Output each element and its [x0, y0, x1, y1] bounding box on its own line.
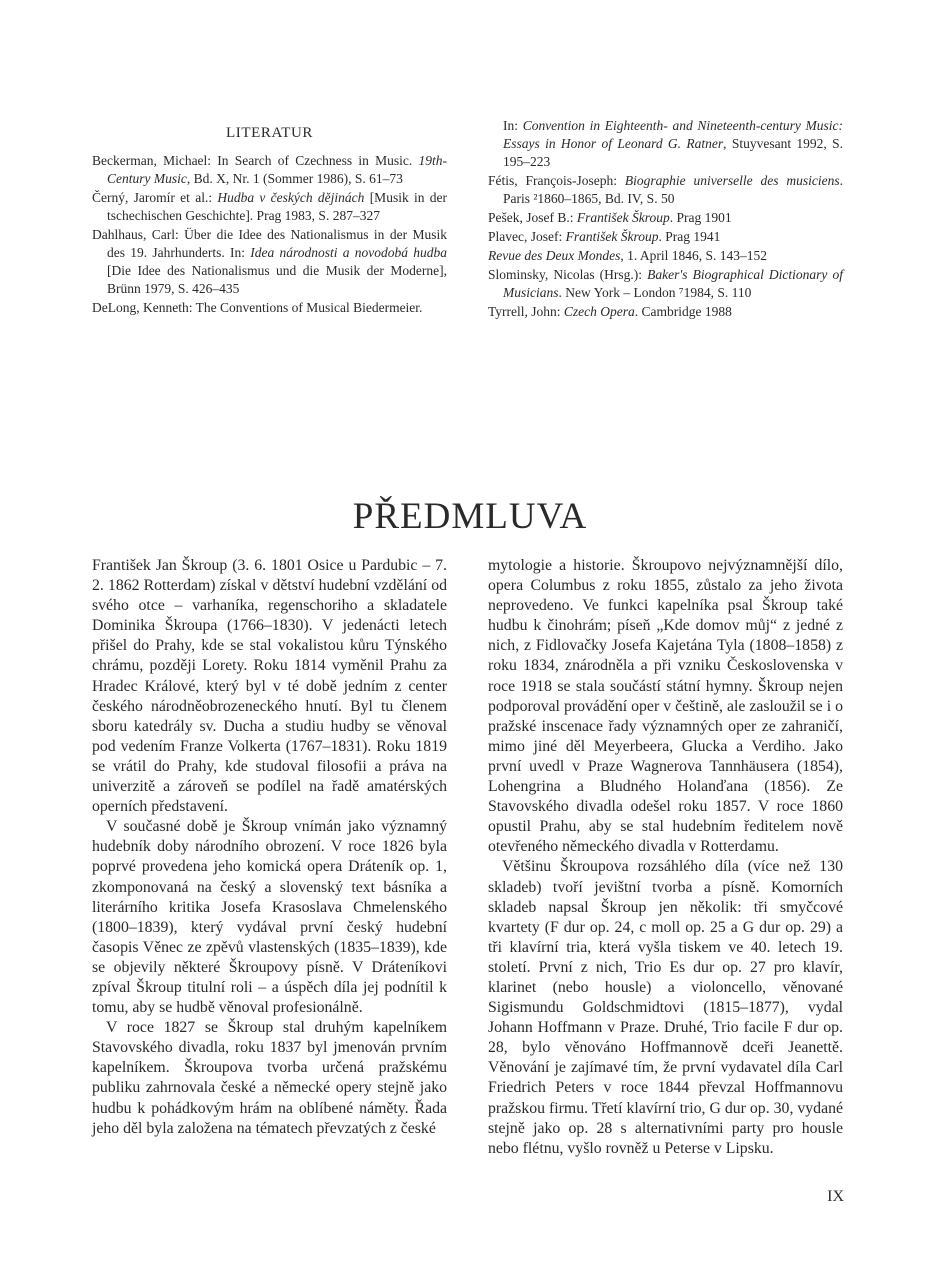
- bibliography-entry: Fétis, François-Joseph: Biographie universelle des musiciens. Paris ²1860–1865, Bd. IV, S. 50: [488, 173, 843, 206]
- bibliography-entry: Pešek, Josef B.: František Škroup. Prag 1901: [488, 210, 732, 225]
- bibliography-entry: In: Convention in Eighteenth- and Nineteenth-century Music: Essays in Honor of Leonard G. Ratner, Stuyvesant 1992, S. 195–223: [503, 118, 844, 169]
- page-number: IX: [827, 1188, 844, 1205]
- literature-column-left: [92, 152, 447, 318]
- bibliography-entry: Černý, Jaromír et al.: Hudba v českých dějinách [Musik in der tschechischen Geschichte]. Prag 1983, S. 287–327: [92, 190, 447, 223]
- body-paragraph: mytologie a historie. Škroupovo nejvýznamnější dílo, opera Columbus z roku 1855, zůstalo za jeho života neprovedeno. Ve funkci kapelníka psal Škroup také hudbu k činohrám; píseň „Kde domov můj“ z jedné z nich, z Fidlovačky Josefa Kajetána Tyla (1808–1858) z roku 1834, znárodněla a při vzniku Československa v roce 1918 se stala součástí státní hymny. Škroup nejen podporoval provádění oper v češtině, ale zasloužil se i o pražské inscenace řady významných oper ze zahraničí, mimo jiné děl Meyerbeera, Glucka a Verdiho. Jako první uvedl v Praze Wagnerova Tannhäusera (1854), Lohengrina a Bludného Holanďana (1856). Ze Stavovského divadla odešel roku 1857. V roce 1860 opustil Prahu, aby se stal hudebním ředitelem nově otevřeného německého divadla v Rotterdamu.: [488, 557, 843, 856]
- bibliography-entry: Revue des Deux Mondes, 1. April 1846, S. 143–152: [488, 248, 767, 263]
- preface-column-right: [488, 556, 843, 1159]
- bibliography-entry: Tyrrell, John: Czech Opera. Cambridge 1988: [488, 304, 732, 319]
- body-paragraph: František Jan Škroup (3. 6. 1801 Osice u Pardubic – 7. 2. 1862 Rotterdam) získal v dětství hudební vzdělání od svého otce – varhaníka, regenschoriho a skladatele Dominika Škroupa (1766–1830). V jedenácti letech přišel do Prahy, kde se stal vokalistou kůru Týnského chrámu, později Lorety. Roku 1814 vyměnil Prahu za Hradec Králové, který byl v té době jedním z center českého národněobrozeneckého hnutí. Byl tu členem sboru katedrály sv. Ducha a studiu hudby se věnoval pod vedením Franze Volkerta (1767–1831). Roku 1819 se vrátil do Prahy, kde studoval filosofii a práva na univerzitě a zároveň se podílel na řadě amatérských operních představení.: [92, 557, 447, 816]
- body-paragraph: V současné době je Škroup vnímán jako významný hudebník doby národního obrození. V roce 1826 byla poprvé provedena jeho komická opera Dráteník op. 1, zkomponovaná na český a slovenský text básníka a literárního kritika Josefa Krasoslava Chmelenského (1800–1839), který vydával první český hudební časopis Věnec ze zpěvů vlastenských (1835–1839), kde se objevily některé Škroupovy písně. V Dráteníkovi zpíval Škroup titulní roli – a úspěch díla jej podnítil k tomu, aby se hudbě věnoval profesionálně.: [92, 818, 447, 1017]
- body-paragraph: Většinu Škroupova rozsáhlého díla (více než 130 skladeb) tvoří jevištní tvorba a písně. Komorních skladeb napsal Škroup jen několik: tři smyčcové kvartety (F dur op. 24, c moll op. 25 a G dur op. 29) a tři klavírní tria, která vyšla tiskem ve 40. letech 19. století. První z nich, Trio Es dur op. 27 pro klavír, klarinet (nebo housle) a violoncello, věnované Sigismundu Goldschmidtovi (1815–1877), vydal Johann Hoffmann v Praze. Druhé, Trio facile F dur op. 28, bylo věnováno Hoffmannově dceři Jeanettě. Věnování je zajímavé tím, že první vydavatel díla Carl Friedrich Peters v roce 1844 převzal Hoffmannovu pražskou firmu. Třetí klavírní trio, G dur op. 30, vydané stejně jako op. 28 s alternativními party pro housle nebo flétnu, vyšlo rovněž u Peterse v Lipsku.: [488, 858, 843, 1157]
- bibliography-entry: DeLong, Kenneth: The Conventions of Musical Biedermeier.: [92, 300, 423, 315]
- bibliography-entry: Dahlhaus, Carl: Über die Idee des Nationalismus in der Musik des 19. Jahrhunderts. In: Idea národnosti a novodobá hudba [Die Idee des Nationalismus und die Musik der Moderne], Brünn 1979, S. 426–435: [92, 227, 447, 296]
- bibliography-entry: Slominsky, Nicolas (Hrsg.): Baker's Biographical Dictionary of Musicians. New York – London ⁷1984, S. 110: [488, 267, 843, 300]
- literature-heading: LITERATUR: [225, 125, 314, 141]
- page-title: PŘEDMLUVA: [352, 495, 588, 537]
- preface-column-left: [92, 556, 447, 1139]
- bibliography-entry: Plavec, Josef: František Škroup. Prag 1941: [488, 229, 721, 244]
- body-paragraph: V roce 1827 se Škroup stal druhým kapelníkem Stavovského divadla, roku 1837 byl jmenován prvním kapelníkem. Škroupova tvorba určená pražskému publiku zahrnovala české a německé opery stejně jako hudbu k pohádkovým hrám na oblíbené náměty. Řada jeho děl byla založena na tématech převzatých z české: [92, 1019, 447, 1137]
- literature-column-right: [488, 117, 843, 322]
- bibliography-entry: Beckerman, Michael: In Search of Czechness in Music. 19th-Century Music, Bd. X, Nr. 1 (Sommer 1986), S. 61–73: [92, 153, 447, 186]
